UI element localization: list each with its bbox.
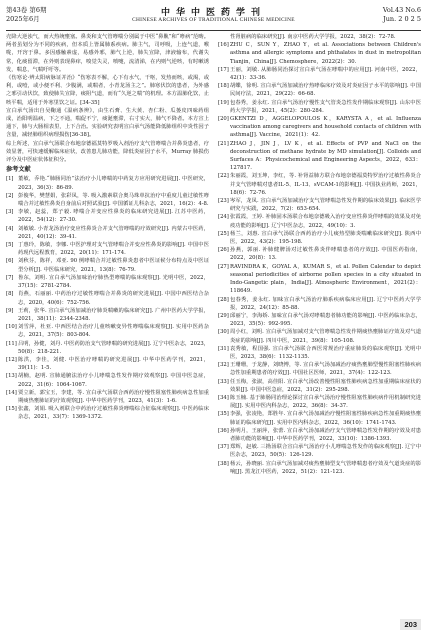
reference-text: 孙燕，郭丽. 补肺健脾汤对过敏性鼻炎伴哮喘患者的疗效[J]. 中国医药指南，2022，20(8)：13. <box>230 247 421 262</box>
right-column <box>218 33 421 476</box>
reference-number: [22] <box>218 173 229 180</box>
reference-number: [21] <box>218 140 229 147</box>
reference-item <box>6 372 209 388</box>
reference-text: ZHAO J，JIN J，LV K，et al. Effects of PVP and NaCl on the deconstruction of methane hydrate by MD simulation[J]. Colloids and Surfaces A：Physicochemical and Engineering Aspects，2022，633：127817. <box>230 140 421 172</box>
reference-text: 李敏，赵蕊，郑子毅. 哮喘合并变应性鼻炎的临床研究进展[J]. 江苏中医药，2022，54(12)：27-30. <box>18 209 209 224</box>
reference-item <box>6 356 209 372</box>
issue-date-en: Jun. 2 0 2 5 <box>383 15 421 23</box>
reference-number: [3] <box>6 209 14 216</box>
reference-text: 胡蝶，徐明. 宣白承气汤加减治疗热哮临床疗效及对炎症因子水平的影响[J]. 中国民间疗法，2021，29(22)：66-68. <box>230 83 421 98</box>
reference-text: 朱丽霞，刘玉坤，李红，等. 补肾益肺方联合布地奈德福莫特罗治疗过敏性鼻炎合并支气管哮喘对患者IL-5、IL-13、sVCAM-1的影响[J]. 中国执业药师，2021，18(6)：72-76. <box>230 173 421 196</box>
reference-text: 周小红，刘明. 宣白承气汤加减对支气管哮喘急性发作期痰热壅肺证疗效及对气道炎症的影响[J]. 四川中医，2021，39(8)：105-108. <box>230 329 421 344</box>
reference-item <box>218 378 421 394</box>
body-paragraph: 《伤寒论·辨太阳病脉证并治》“伤寒表不解，心下有水气，干呕，发热而咳，或渴，或利，或噎，或小便不利、少腹满，或喘者，小青龙汤主之”。肺寒伏饮的患者，为外感之邪引动伏饮，致使肺失宣降，痰阻气道，而有“久逆之喘”的机理。本方温肺化饮，止咳平喘，适用于外寒里饮之证。[34-35] <box>6 75 209 106</box>
reference-number: [4] <box>6 225 14 232</box>
reference-item <box>6 323 209 339</box>
reference-number: [10] <box>6 324 17 331</box>
body-paragraph: 综上所述，宣白承气汤联合布地奈德福莫特罗吸入剂治疗支气管哮喘合并鼻炎患者，疗效显著，可快速缓解临床症状，改善患儿肺功能，降低炎症因子水平，Murray 肺损伤评分及中医症状体征积分。 <box>6 140 209 164</box>
reference-item <box>218 394 421 410</box>
reference-item <box>218 230 421 246</box>
reference-number: [35] <box>218 411 229 418</box>
reference-number: [2] <box>6 192 14 199</box>
reference-number: [11] <box>6 340 17 347</box>
reference-text: ZHU C，SUN Y，ZHAO Y，et al. Associations between Children's asthma and allergic symptoms and phthalates in dust in metropolitan Tianjin，China[J]. Chemosphere，2022(2)：30. <box>230 42 421 65</box>
reference-text: 李强，张凌艳，郑胜年. 宣白承气汤加减治疗慢性阻塞性肺疾病急性加重期痰热壅肺证的临床研究[J]. 实用中医内科杂志，2022，36(10)：1741-1743. <box>230 411 421 426</box>
reference-number: [20] <box>218 116 229 123</box>
reference-item <box>218 427 421 443</box>
reference-item <box>6 389 209 405</box>
reference-number: [38] <box>218 460 229 467</box>
reference-item <box>218 66 421 82</box>
reference-item <box>6 340 209 356</box>
volume-info-en <box>383 6 421 24</box>
reference-item <box>218 296 421 312</box>
body-paragraph: 壳降大逆浊气，而大热统壅塞。鼻炎和支气管哮喘分别属于中医“鼻鼽”和“哮病”范畴。两者虽划分为不同的疾病，但本质上皆属肺系疾病。肺主气，司呼吸，上连气道，喉咙，开窍于鼻。多因感触素虚，易感外邪，肺气上逆，肺失宣降，津液输布，代谢失常，化痰留滞，在外则表现鼻痒，嗅觉失灵，喷嚏，流清涕，在内则气逆咳，有时嗽诱发，喘息，气喘吁吁等。 <box>6 34 209 73</box>
reference-text: 吕明，孙健，刘丹. 中医药防治支气管哮喘的研究进展[J]. 辽宁中医杂志，2023，50(8)：218-221. <box>18 340 209 355</box>
reference-number: [34] <box>218 394 229 401</box>
volume-issue: 第43卷 第6期 <box>6 6 47 14</box>
reference-item <box>218 197 421 213</box>
reference-item <box>6 257 209 273</box>
reference-item <box>218 312 421 328</box>
reference-number: [29] <box>218 312 229 319</box>
reference-text: 张鑫，刘娟. 吸入剂联合中药治疗过敏性鼻炎哮喘综合征临床观察[J]. 中医药临床杂志，2021，33(7)：1369-1372. <box>18 406 209 421</box>
reference-number: [28] <box>218 296 229 303</box>
reference-number: [13] <box>6 373 17 380</box>
reference-number: [37] <box>218 444 229 451</box>
reference-text: RAVINDRA K，GOYAL A，KUMAR S，et al. Pollen Calendar to depict seasonal periodicities of airborne pollen species in a city situated in Indo-Gangetic plain，India[J]. Atmospheric Environment，2021(2)：118649. <box>230 263 421 295</box>
reference-number: [1] <box>6 176 14 183</box>
reference-text: 张霞霞，王婷. 补肺固本汤联合布地奈德吸入治疗变应性鼻炎伴哮喘的效果及对免疫功能的影响[J]. 辽宁中医杂志，2022，49(10)：3. <box>230 214 421 229</box>
reference-text: 杨云，孙晓丽. 宣白承气汤加减对痰热壅肺型支气管哮喘患者疗效及气道炎症的影响[J]. 黑龙江中医药，2022，51(2)：121-123. <box>230 460 421 475</box>
reference-number: [14] <box>6 389 17 396</box>
reference-number: [25] <box>218 230 229 237</box>
reference-number: [36] <box>218 427 229 434</box>
reference-item <box>218 213 421 229</box>
reference-number: [7] <box>6 274 14 281</box>
reference-item <box>218 443 421 459</box>
reference-item <box>6 307 209 323</box>
left-column <box>6 33 209 422</box>
reference-number: [31] <box>218 345 229 352</box>
issue-date: 2025年6月 <box>6 15 40 23</box>
reference-number: [30] <box>218 329 229 336</box>
reference-text: 岑军，龙凤. 宣白承气汤加减治疗支气管哮喘急性发作期的临床效果[J]. 临床医学研究与实践，2022，7(2)：653-654. <box>230 198 421 213</box>
reference-item <box>218 172 421 197</box>
reference-number: [18] <box>218 83 229 90</box>
reference-item <box>218 361 421 377</box>
reference-text: 陈玉楠. 基于肺肠同治理论探讨宣白承气汤治疗慢性阻塞性肺疾病作用机制研究进展[J]. 实用中医内科杂志，2022，36(8)：34-37. <box>230 394 421 410</box>
reference-text: 丁惠玲，陈敏，李娜. 中医护理对支气管哮喘合并变应性鼻炎的影响[J]. 中国中医药现代远程教育，2022，20(11)：171-174. <box>18 242 209 257</box>
reference-text: 任玉梅，张淑，高佳阳. 宣白承气汤改善慢性阻塞性肺疾病急性加重期临床症状的效果[J]. 中国中医急症，2022，31(2)：295-298. <box>230 378 421 393</box>
reference-text: 王莉，张华. 宣白承气汤加减治疗肺炎喘嗽的临床研究[J]. 广州中医药大学学报，2021，38(11)：2344-2348. <box>18 307 209 322</box>
reference-number: [5] <box>6 242 14 249</box>
reference-item <box>6 274 209 290</box>
reference-text: 袁秀敏，程国强. 宣白承气汤联合西医常规治疗重症肺炎的临床观察[J]. 光明中医，2023，38(6)：1132-1135. <box>230 345 421 360</box>
reference-item <box>218 82 421 98</box>
body-paragraph: 宣白承气汤出自吴鞠通《温病条辨》，由生石膏、生大黄、杏仁粉、瓜蒌皮四味药组成，治阳明温病，下之不通，喘促不宁，痰涎壅滞，右寸实大，肺气不降者。本方宣上通下，肺与大肠相表里，上下合治。实验研究表明宣白承气汤能降低肺组织中炎性因子含量，减轻肺组织病理损伤[36-38]。 <box>6 107 209 139</box>
reference-number: [9] <box>6 307 14 314</box>
volume-issue-en: Vol.43 No.6 <box>382 6 421 14</box>
reference-number <box>218 33 230 41</box>
reference-text: GKENTZI D，AGGELOPOULOS K，KARYSTA A，et al. Influenza vaccination among caregivers and household contacts of children with asthma[J]. Vaccine，2021(1)：42. <box>230 116 421 139</box>
reference-item <box>218 140 421 173</box>
reference-text: 贾立新，郭宝玉，李建，等. 宣白承气汤联合西药治疗慢性阻塞性肺疾病急性加重期痰热壅肺证的疗效观察[J]. 中华中医药学刊，2023，41(3)：1-6. <box>18 389 209 404</box>
reference-item <box>218 41 421 66</box>
page-number: 203 <box>400 619 421 630</box>
reference-text: 包春秀，姜永红. 加味宣白承气汤治疗肺系疾病临床应用[J]. 辽宁中医药大学学报，2022，24(12)：85-88. <box>230 296 421 311</box>
reference-text: 邱丽宁，李海娇. 加味宣白承气汤对哮喘患者肺功能的影响[J]. 中医药临床杂志，2023，35(5)：992-995. <box>230 312 421 328</box>
reference-list <box>6 175 209 421</box>
reference-number: [16] <box>218 42 229 49</box>
reference-text: 肖燕，石丽丽. 中药治疗过敏性哮喘合并鼻炎的研究进展[J]. 中国中西医结合杂志，2020，40(6)：752-756. <box>18 291 209 306</box>
reference-text: 董敏，乔艳.“肺肠同治”法治疗小儿哮喘的中药复方应用研究进展[J]. 中医研究，2023，36(3)：86-89. <box>18 176 209 191</box>
reference-item <box>218 460 421 476</box>
reference-text: 包春秀，姜永红. 宣白承气汤治疗慢性支气管炎急性发作期临床观察[J]. 山东中医药大学学报，2021，45(2)：280-284. <box>230 99 421 114</box>
reference-number: [24] <box>218 214 229 221</box>
reference-number: [32] <box>218 362 229 369</box>
reference-number: [8] <box>6 291 14 298</box>
reference-number: [26] <box>218 247 229 254</box>
reference-text: 刘雪萍，杜亚. 中西医结合治疗儿童咳嗽变异性哮喘临床观察[J]. 实用中医药杂志，2021，37(5)：803-804. <box>18 324 209 339</box>
reference-text: 孙明月，王丽萍，张蕾. 宣白承气汤加减治疗支气管哮喘急性发作期的疗效及对患者肺功能的影响[J]. 中华中医药学刊，2022，33(10)：1386-1393. <box>230 427 421 442</box>
reference-number: [33] <box>218 378 229 385</box>
reference-number: [12] <box>6 356 17 363</box>
reference-item <box>218 263 421 296</box>
reference-item <box>218 33 421 41</box>
reference-item <box>218 345 421 361</box>
reference-item <box>6 175 209 191</box>
reference-item <box>6 290 209 306</box>
reference-item <box>218 410 421 426</box>
reference-number: [23] <box>218 198 229 205</box>
reference-number: [17] <box>218 66 229 73</box>
reference-text: 刘敏敏. 小青龙汤治疗变应性鼻炎合并支气管哮喘的疗效研究[J]. 内蒙古中医药，2021，40(12)：39-41. <box>18 225 209 240</box>
reference-text: 鲁东，刘明. 宣白承气汤加味治疗肺热型哮喘的临床观察[J]. 光明中医，2022，37(15)：2781-2784. <box>18 274 209 290</box>
reference-item <box>218 115 421 140</box>
reference-text: 性肾脏病的临床研究[J]. 南京中医药大学学报，2022，38(2)：72-78. <box>230 34 396 40</box>
reference-number: [6] <box>6 258 14 265</box>
reference-text: 王珊珊，于龙静，刘晓博，等. 宣白承气汤加减治疗痰热壅肺型慢性阻塞性肺疾病急性加重期患者的疗效[J]. 中国社区医师，2021，37(4)：122-123. <box>230 362 421 377</box>
reference-number: [15] <box>6 406 17 413</box>
reference-text: 彭俊华，樊慧娟，张彩凤，等. 吸入激素联合奥马珠单抗治疗中重度儿童过敏性哮喘合并过敏性鼻炎自身前后对照试验[J]. 中国循证儿科杂志，2021，16(2)：4-8. <box>18 192 209 208</box>
journal-title-en: CHINESE ARCHIVES OF TRADITIONAL CHINESE MEDICINE <box>132 17 295 23</box>
reference-list <box>218 33 421 476</box>
journal-header <box>6 4 421 31</box>
reference-item <box>6 192 209 208</box>
references-heading: 参考文献 <box>6 166 31 174</box>
reference-item <box>218 99 421 115</box>
reference-text: 陈洪，李佳，刘健. 中医治疗哮喘的研究进展[J]. 中华中医药学刊，2021，39(11)：1-5. <box>18 356 209 372</box>
reference-item <box>6 225 209 241</box>
reference-number: [19] <box>218 99 229 106</box>
reference-text: 刘秋芬，陈祥，邓亚. 90 例哮喘合并过敏性鼻炎患者中医证候分布特点及中医证型分析[J]. 中医临床研究，2021，13(8)：76-79. <box>18 258 209 273</box>
reference-number: [27] <box>218 263 229 270</box>
reference-item <box>218 246 421 262</box>
journal-title-cn: 中华中医药学刊 <box>160 8 266 18</box>
reference-text: 胡楠，赵明. 宣肺通腑法治疗小儿哮喘急性发作期疗效观察[J]. 中国中医急症，2022，31(6)：1064-1067. <box>18 373 209 388</box>
reference-item <box>6 208 209 224</box>
reference-text: 郑辉，赵敏. 三拗汤联合宣白承气汤治疗小儿哮喘急性发作的临床观察[J]. 辽宁中医杂志，2023，50(5)：126-129. <box>230 444 421 459</box>
reference-item <box>218 328 421 344</box>
reference-text: 杨兰，刘惠. 宣白承气汤联合西药治疗小儿痰热型肺炎喘嗽临床研究[J]. 陕西中医，2022，43(2)：195-198. <box>230 230 421 246</box>
reference-text: 王丽，刘敏. 从肺肠同治探讨宣白承气汤在哮喘中的应用[J]. 河南中医，2022，42(1)：33-36. <box>230 66 421 82</box>
reference-item <box>6 405 209 421</box>
reference-item <box>6 241 209 257</box>
